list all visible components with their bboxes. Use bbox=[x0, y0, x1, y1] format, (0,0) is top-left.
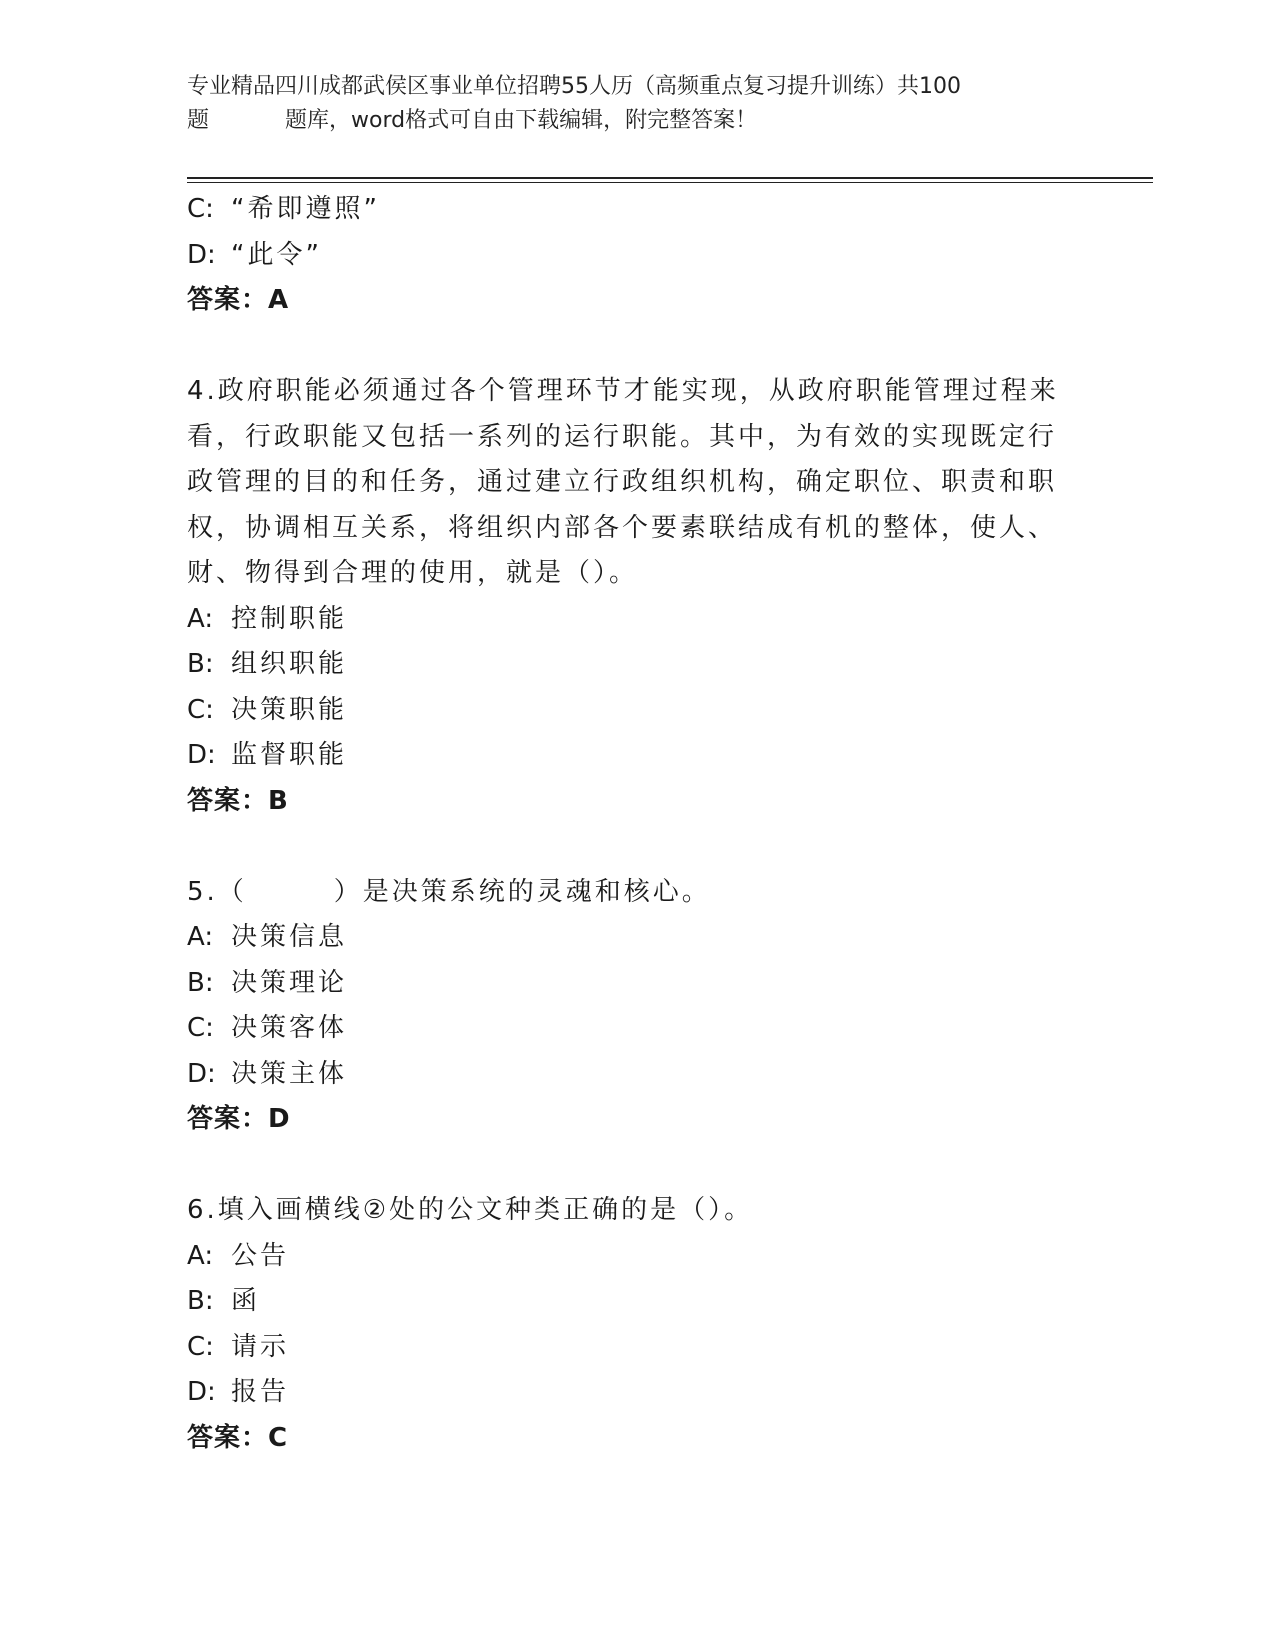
option-a: A: 控制职能 bbox=[187, 603, 348, 634]
question-stem-line: 4.政府职能必须通过各个管理环节才能实现，从政府职能管理过程来 bbox=[187, 376, 1059, 406]
header-line-1: 专业精品四川成都武侯区事业单位招聘55人历（高频重点复习提升训练）共100 bbox=[187, 74, 961, 99]
question-stem-line: 权，协调相互关系，将组织内部各个要素联结成有机的整体，使人、 bbox=[187, 512, 1058, 543]
option-c: C: 请示 bbox=[187, 1331, 290, 1362]
answer-line: 答案：B bbox=[187, 785, 289, 816]
option-a: A: 决策信息 bbox=[187, 922, 348, 952]
prev-question-block bbox=[187, 187, 1067, 324]
option-b: B: 函 bbox=[187, 1286, 261, 1316]
header-divider-thick bbox=[187, 177, 1153, 179]
header-divider-thin bbox=[187, 182, 1153, 183]
option-c: C: 决策职能 bbox=[187, 694, 348, 725]
answer-line: 答案：A bbox=[187, 285, 290, 315]
question-6-block bbox=[187, 1188, 1067, 1461]
option-a: A: 公告 bbox=[187, 1240, 290, 1271]
document-body bbox=[187, 187, 1067, 1461]
option-b: B: 组织职能 bbox=[187, 649, 348, 679]
header-line-2-start: 题 bbox=[187, 108, 210, 133]
question-4-block bbox=[187, 369, 1067, 824]
option-d: D: 决策主体 bbox=[187, 1058, 348, 1089]
answer-line: 答案：C bbox=[187, 1422, 289, 1453]
question-stem-line: 5.（ ）是决策系统的灵魂和核心。 bbox=[187, 876, 711, 907]
question-5-block bbox=[187, 870, 1067, 1143]
option-c: C: “希即遵照” bbox=[187, 194, 380, 224]
option-d: D: 报告 bbox=[187, 1377, 290, 1407]
option-c: C: 决策客体 bbox=[187, 1013, 348, 1043]
option-d: D: 监督职能 bbox=[187, 740, 348, 770]
question-stem-line: 6.填入画横线②处的公文种类正确的是（）。 bbox=[187, 1195, 754, 1225]
option-d: D: “此令” bbox=[187, 239, 322, 270]
header-line-2 bbox=[187, 104, 1067, 138]
question-stem-line: 财、物得到合理的使用，就是（）。 bbox=[187, 558, 639, 588]
option-b: B: 决策理论 bbox=[187, 967, 348, 998]
question-stem-line: 看，行政职能又包括一系列的运行职能。其中，为有效的实现既定行 bbox=[187, 421, 1058, 452]
question-stem-line: 政管理的目的和任务，通过建立行政组织机构，确定职位、职责和职 bbox=[187, 467, 1058, 497]
document-header bbox=[187, 70, 1067, 138]
header-line-2-rest: 题库，word格式可自由下载编辑，附完整答案！ bbox=[285, 108, 758, 133]
answer-line: 答案：D bbox=[187, 1104, 291, 1134]
